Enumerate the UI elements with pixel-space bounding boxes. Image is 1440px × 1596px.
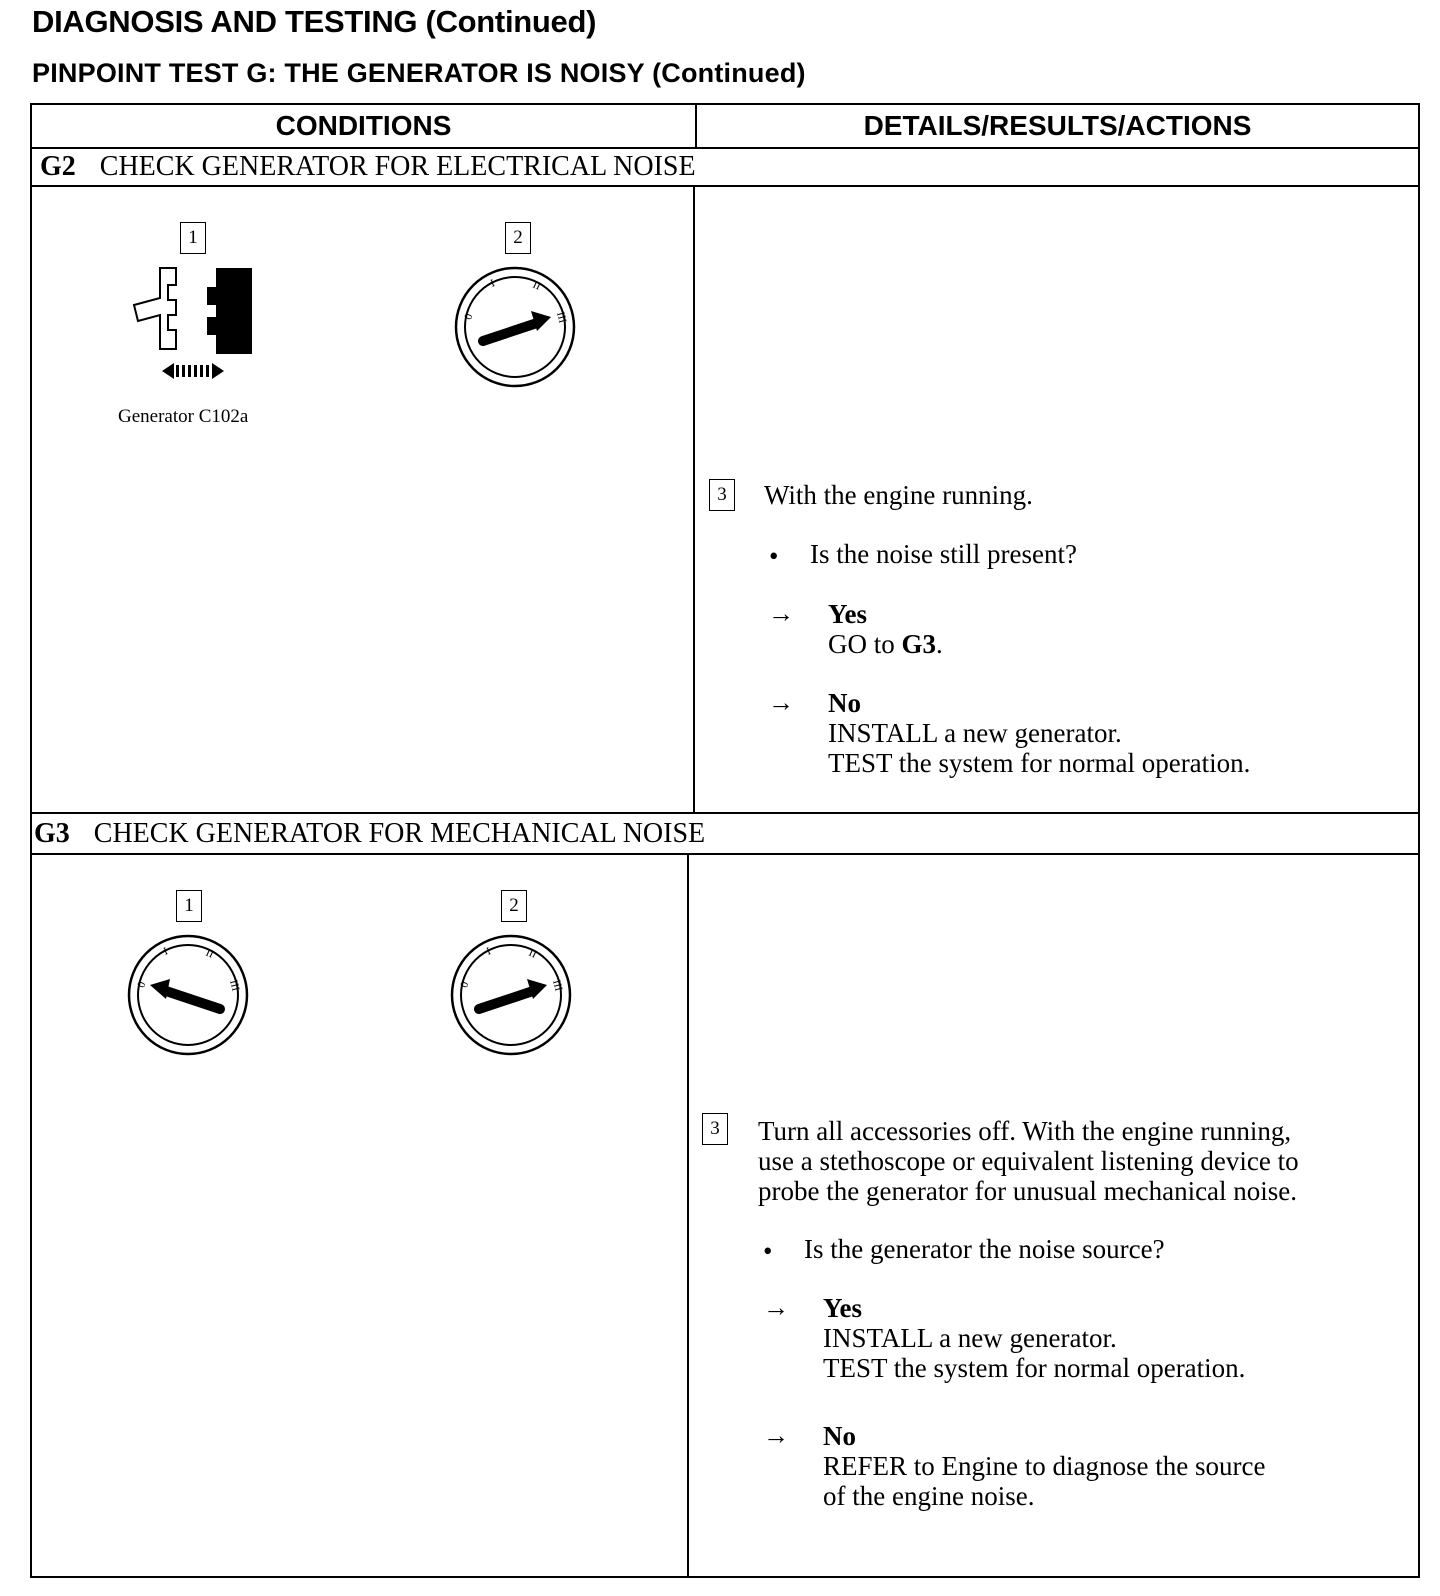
- page-title: DIAGNOSIS AND TESTING (Continued): [32, 4, 597, 39]
- pinpoint-test-title: PINPOINT TEST G: THE GENERATOR IS NOISY (Continued): [32, 58, 806, 88]
- svg-text:I: I: [488, 277, 497, 290]
- g2-step-title-text: CHECK GENERATOR FOR ELECTRICAL NOISE: [99, 151, 696, 182]
- g2-step1-number: 1: [180, 222, 206, 254]
- svg-text:I: I: [161, 945, 170, 958]
- ignition-switch-run-icon: [453, 265, 577, 389]
- g3-step3-number: 3: [702, 1113, 728, 1145]
- g2-yes-label: Yes: [828, 599, 867, 629]
- connector-caption: Generator C102a: [118, 406, 249, 427]
- g3-no-action-1: REFER to Engine to diagnose the source: [823, 1451, 1266, 1481]
- g3-no-result: [823, 1421, 1265, 1511]
- g3-step-title: [34, 814, 705, 854]
- g2-no-action-2: TEST the system for normal operation.: [828, 748, 1251, 778]
- g3-step-id: G3: [34, 818, 70, 849]
- header-divider: [695, 105, 697, 147]
- g3-step3-line-1: Turn all accessories off. With the engine running,: [758, 1116, 1292, 1146]
- g2-step3-text: With the engine running.: [764, 480, 1033, 510]
- g2-bullet: •: [769, 541, 779, 571]
- g3-question: Is the generator the noise source?: [804, 1234, 1165, 1264]
- svg-text:III: III: [554, 310, 569, 325]
- pinpoint-test-table: [30, 103, 1420, 1578]
- g2-no-action-1: INSTALL a new generator.: [828, 718, 1122, 748]
- svg-text:I: I: [484, 945, 493, 958]
- g2-yes-result: [828, 599, 943, 659]
- svg-text:0: 0: [458, 980, 472, 990]
- svg-text:II: II: [530, 278, 543, 293]
- svg-text:III: III: [550, 978, 565, 993]
- g3-title-divider: [32, 853, 1418, 855]
- g3-no-label: No: [823, 1421, 856, 1451]
- g3-yes-action-2: TEST the system for normal operation.: [823, 1353, 1246, 1383]
- g3-column-divider: [687, 855, 689, 1576]
- g2-step3-number: 3: [709, 479, 735, 511]
- g3-yes-label: Yes: [823, 1293, 862, 1323]
- g3-step2-number: 2: [501, 890, 527, 922]
- svg-text:II: II: [526, 946, 539, 961]
- g3-step3-line-2: use a stethoscope or equivalent listening device to: [758, 1146, 1299, 1176]
- g2-no-label: No: [828, 688, 861, 718]
- ignition-switch-run-icon-2: [449, 933, 573, 1057]
- g2-step2-number: 2: [505, 222, 531, 254]
- details-header: DETAILS/RESULTS/ACTIONS: [863, 110, 1252, 141]
- g3-yes-action-1: INSTALL a new generator.: [823, 1323, 1117, 1353]
- svg-text:0: 0: [135, 980, 149, 990]
- svg-text:II: II: [203, 946, 216, 961]
- g3-step3-text: [758, 1116, 1299, 1206]
- g2-yes-action-suffix: .: [936, 629, 943, 659]
- g3-yes-arrow-icon: →: [763, 1293, 789, 1322]
- svg-text:0: 0: [462, 312, 476, 322]
- g3-step-title-text: CHECK GENERATOR FOR MECHANICAL NOISE: [93, 818, 706, 849]
- g2-column-divider: [693, 187, 695, 812]
- svg-text:III: III: [227, 978, 242, 993]
- g3-yes-result: [823, 1293, 1245, 1383]
- connector-disconnect-icon: [124, 265, 264, 390]
- g2-yes-action: [828, 629, 943, 659]
- g2-step-title: [40, 147, 696, 187]
- g2-yes-arrow-icon: →: [768, 599, 794, 628]
- g2-question: Is the noise still present?: [810, 539, 1077, 569]
- g2-no-result: [828, 688, 1250, 778]
- g3-step3-line-3: probe the generator for unusual mechanical noise.: [758, 1176, 1298, 1206]
- conditions-header: CONDITIONS: [275, 110, 452, 141]
- g3-no-arrow-icon: →: [763, 1421, 789, 1450]
- table-header: [32, 105, 1418, 149]
- g3-bullet: •: [763, 1236, 773, 1266]
- g2-yes-action-text: GO to: [828, 629, 895, 659]
- g3-step1-number: 1: [176, 890, 202, 922]
- g2-yes-action-target: G3: [901, 629, 937, 659]
- g2-step-id: G2: [40, 151, 76, 182]
- g2-no-arrow-icon: →: [768, 688, 794, 717]
- g2-title-divider: [32, 185, 1418, 187]
- ignition-switch-off-icon: [126, 933, 250, 1057]
- g3-no-action-2: of the engine noise.: [823, 1481, 1035, 1511]
